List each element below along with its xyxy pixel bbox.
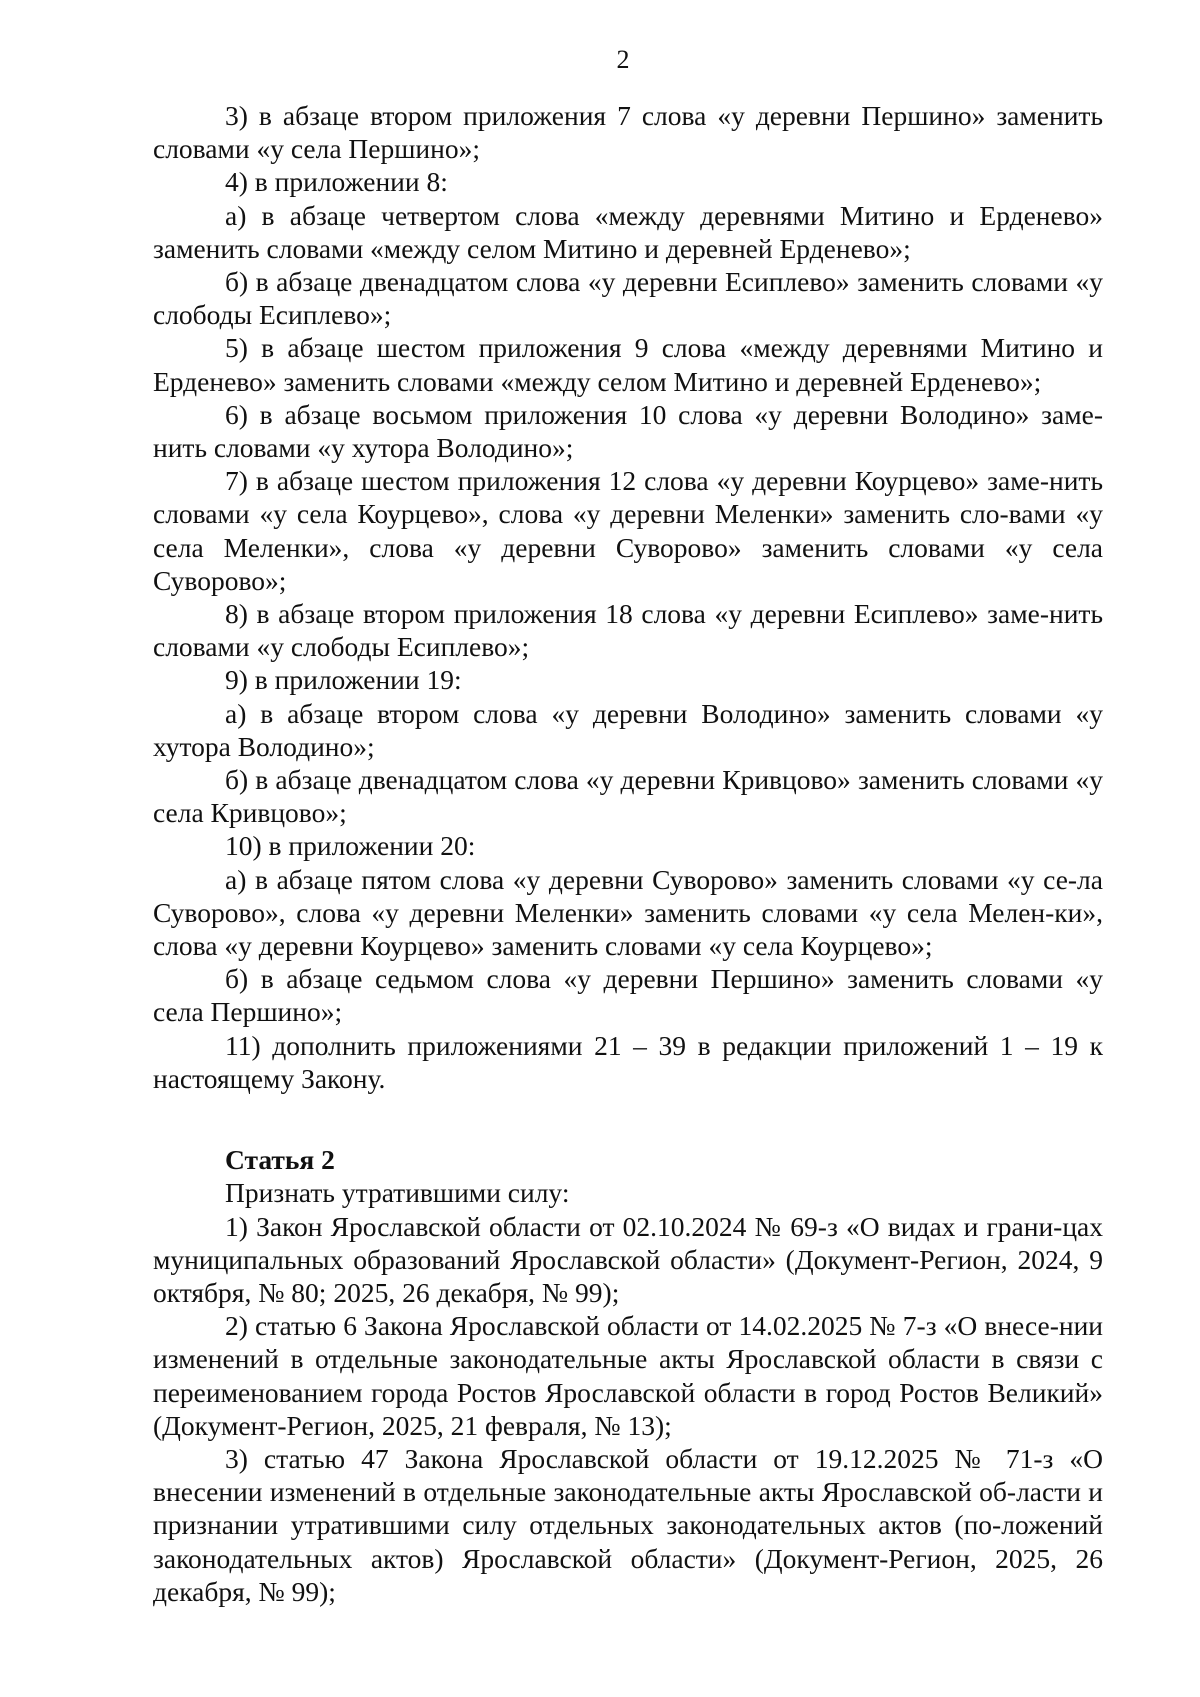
paragraph-item-9b: б) в абзаце двенадцатом слова «у деревни Кривцово» заменить словами «у села Кривцово»; xyxy=(153,764,1103,829)
paragraph-item-4a: а) в абзаце четвертом слова «между деревнями Митино и Ерденево» заменить словами «между селом Митино и деревней Ерденево»; xyxy=(153,199,1103,264)
paragraph-item-9a: а) в абзаце втором слова «у деревни Володино» заменить словами «у хутора Володино»; xyxy=(153,697,1103,762)
article-2-item-2: 2) статью 6 Закона Ярославской области от 14.02.2025 № 7-з «О внесе-нии изменений в отдельные законодательные акты Ярославской области в связи с переименованием города Ростов Ярославской области в город Ростов Великий» (Документ-Регион, 2025, 21 февраля, № 13); xyxy=(153,1310,1103,1441)
article-2-intro: Признать утратившими силу: xyxy=(225,1177,570,1209)
paragraph-item-5: 5) в абзаце шестом приложения 9 слова «между деревнями Митино и Ерденево» заменить словами «между селом Митино и деревней Ерденево»; xyxy=(153,332,1103,397)
article-2-item-3: 3) статью 47 Закона Ярославской области от 19.12.2025 № 71-з «О внесении изменений в отдельные законодательные акты Ярославской об-ласти и признании утратившими силу отдельных законодательных актов (по-ложений законодательных актов) Ярославской области» (Документ-Регион, 2025, 26 декабря, № 99); xyxy=(153,1442,1103,1607)
paragraph-item-10: 10) в приложении 20: xyxy=(225,830,476,862)
paragraph-item-10a: а) в абзаце пятом слова «у деревни Суворово» заменить словами «у се-ла Суворово», слова «у деревни Меленки» заменить словами «у села Мелен-ки», слова «у деревни Коурцево» заменить словами «у села Коурцево»; xyxy=(153,863,1103,962)
document-body xyxy=(153,99,1103,1608)
article-2-item-1: 1) Закон Ярославской области от 02.10.2024 № 69-з «О видах и грани-цах муниципальных образований Ярославской области» (Документ-Регион, 2024, 9 октября, № 80; 2025, 26 декабря, № 99); xyxy=(153,1210,1103,1308)
paragraph-item-11: 11) дополнить приложениями 21 – 39 в редакции приложений 1 – 19 к настоящему Закону. xyxy=(153,1029,1103,1094)
paragraph-item-6: 6) в абзаце восьмом приложения 10 слова «у деревни Володино» заме-нить словами «у хутора Володино»; xyxy=(153,398,1103,464)
article-2-heading: Статья 2 xyxy=(225,1144,335,1176)
section-spacer xyxy=(153,1095,1103,1143)
paragraph-item-7: 7) в абзаце шестом приложения 12 слова «у деревни Коурцево» заме-нить словами «у села Коурцево», слова «у деревни Меленки» заменить сло-вами «у села Меленки», слова «у деревни Суворово» заменить словами «у села Суворово»; xyxy=(153,465,1103,596)
paragraph-item-9: 9) в приложении 19: xyxy=(225,664,462,696)
paragraph-item-4: 4) в приложении 8: xyxy=(225,166,448,198)
paragraph-item-3: 3) в абзаце втором приложения 7 слова «у деревни Першино» заменить словами «у села Першино»; xyxy=(153,100,1103,165)
paragraph-item-8: 8) в абзаце втором приложения 18 слова «у деревни Есиплево» заме-нить словами «у слободы Есиплево»; xyxy=(153,598,1103,663)
paragraph-item-10b: б) в абзаце седьмом слова «у деревни Першино» заменить словами «у села Першино»; xyxy=(153,963,1103,1028)
page-number: 2 xyxy=(616,45,630,74)
paragraph-item-4b: б) в абзаце двенадцатом слова «у деревни Есиплево» заменить словами «у слободы Есиплево»; xyxy=(153,266,1103,331)
